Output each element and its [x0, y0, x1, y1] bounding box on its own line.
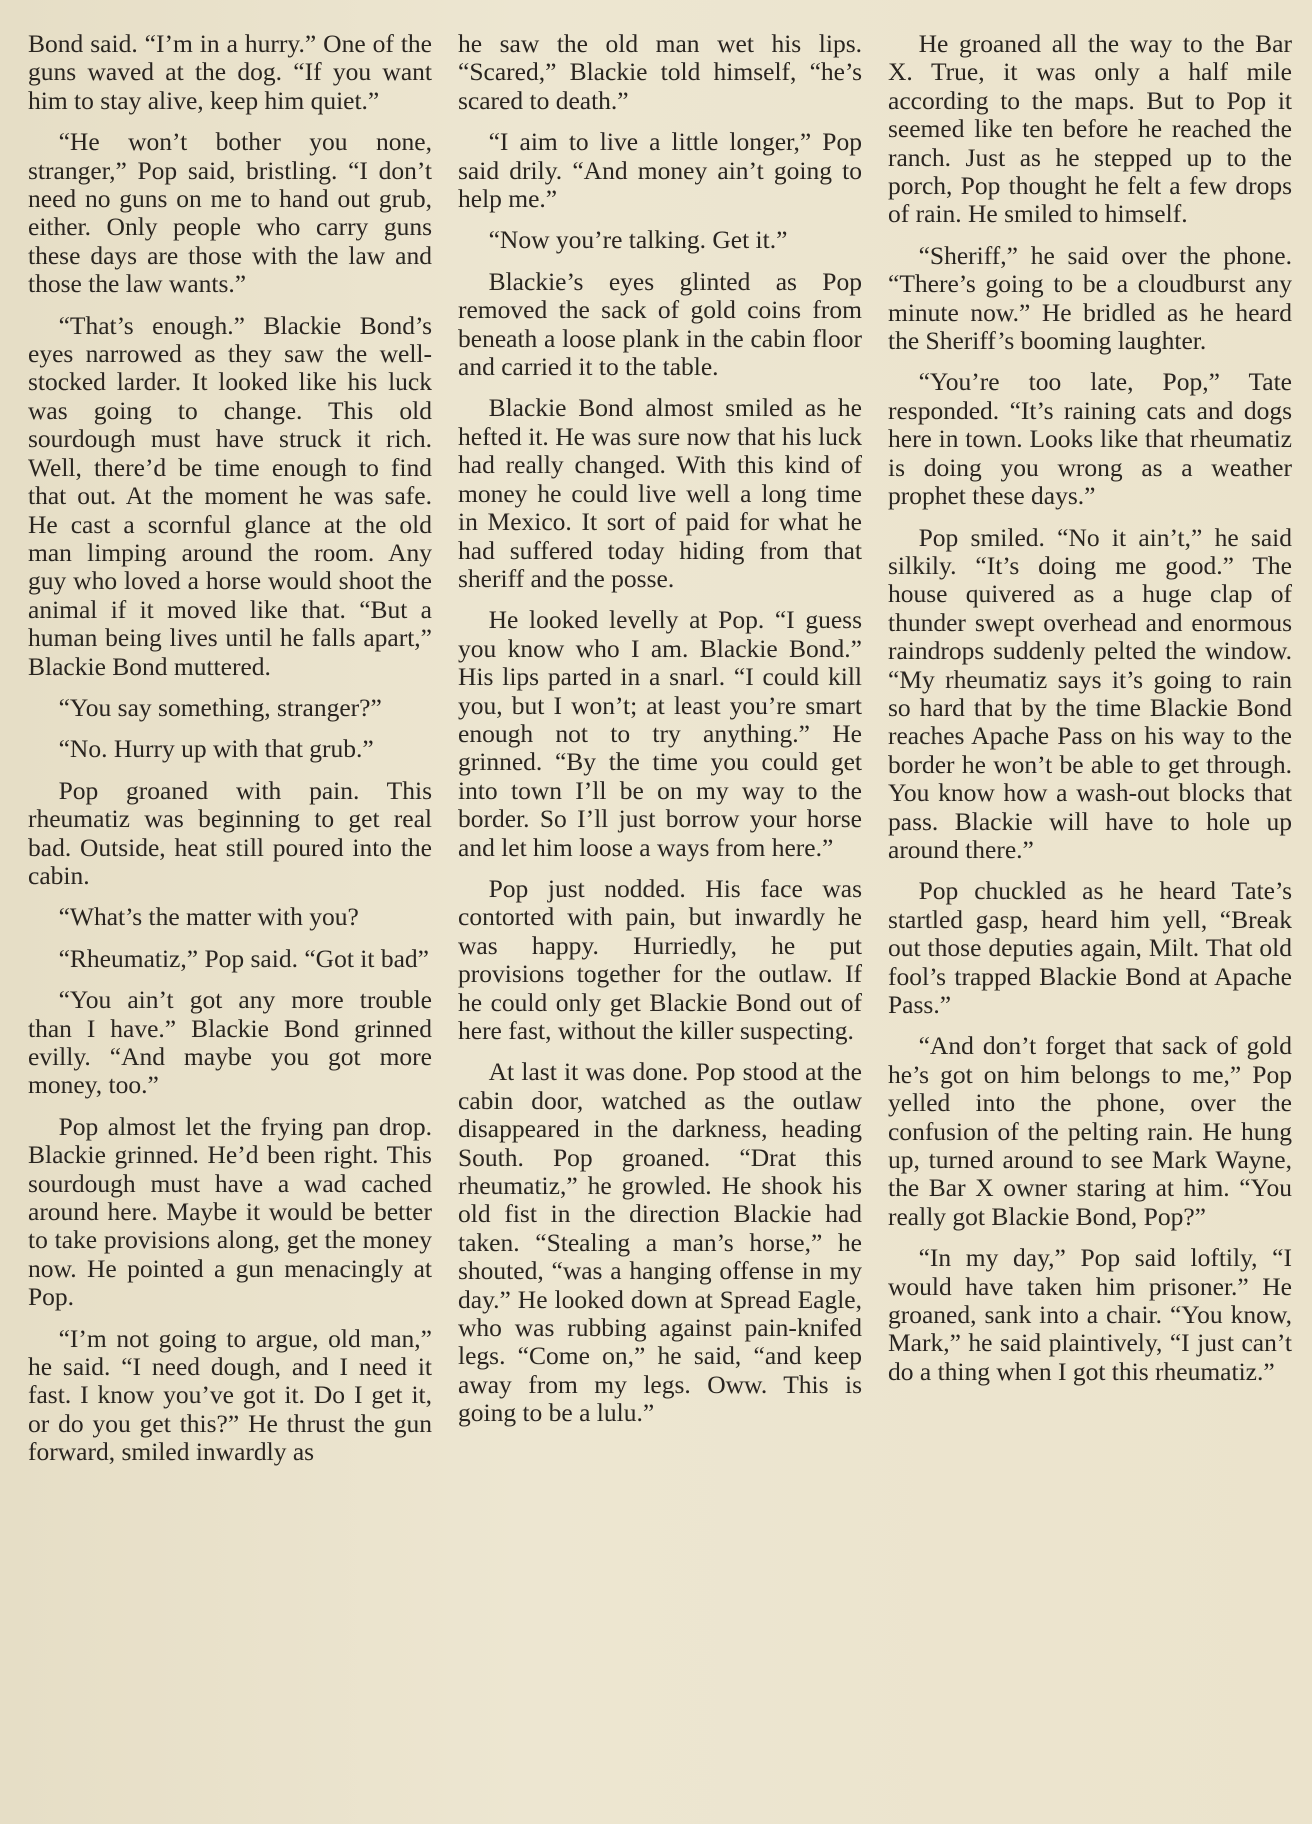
text-column-3: [888, 30, 1292, 1804]
paragraph: “Rheumatiz,” Pop said. “Got it bad”: [58, 943, 429, 973]
paragraph: “He won’t bother you none, stranger,” Pop said, bristling. “I don’t need no guns on me to hand out grub, either. Only people who carry guns these days are those with the law and those the law wants.”: [28, 127, 432, 299]
paragraph: he saw the old man wet his lips. “Scared,” Blackie told himself, “he’s scared to death.”: [458, 30, 862, 115]
paragraph: “Now you’re talking. Get it.”: [488, 225, 788, 255]
paragraph: At last it was done. Pop stood at the cabin door, watched as the outlaw disappeared in the darkness, heading South. Pop groaned. “Drat this rheumatiz,” he growled. He shook his old fist in the direction Blackie had taken. “Stealing a man’s horse,” he shouted, “was a hanging offense in my day.” He looked down at Spread Eagle, who was rubbing against pain-knifed legs. “Come on,” he said, “and keep away from my legs. Oww. This is going to be a lulu.”: [458, 1057, 862, 1428]
paragraph: Pop smiled. “No it ain’t,” he said silkily. “It’s doing me good.” The house quivered as a huge clap of thunder swept overhead and enormous raindrops suddenly pelted the window. “My rheumatiz says it’s going to rain so hard that by the time Blackie Bond reaches Apache Pass on his way to the border he won’t be able to get through. You know how a wash-out blocks that pass. Blackie will have to hole up around there.”: [888, 522, 1292, 864]
paragraph: “You’re too late, Pop,” Tate responded. “It’s raining cats and dogs here in town. Looks like that rheumatiz is doing you wrong as a weather prophet these days.”: [888, 367, 1292, 511]
paragraph: “That’s enough.” Blackie Bond’s eyes narrowed as they saw the well-stocked larder. It looked like his luck was going to change. This old sourdough must have struck it rich. Well, there’d be time enough to find that out. At the moment he was safe. He cast a scornful glance at the old man limping around the room. Any guy who loved a horse would shoot the animal if it moved like that. “But a human being lives until he falls apart,” Blackie Bond muttered.: [28, 310, 432, 681]
paragraph: Bond said. “I’m in a hurry.” One of the guns waved at the dog. “If you want him to stay alive, keep him quiet.”: [28, 30, 432, 115]
text-column-2: [458, 30, 862, 1804]
paragraph: “I’m not going to argue, old man,” he said. “I need dough, and I need it fast. I know you’ve got it. Do I get it, or do you get this?” He thrust the gun forward, smiled inwardly as: [28, 1323, 432, 1467]
paragraph: He looked levelly at Pop. “I guess you know who I am. Blackie Bond.” His lips parted in a snarl. “I could kill you, but I won’t; at least you’re smart enough not to try anything.” He grinned. “By the time you could get into town I’ll be on my way to the border. So I’ll just borrow your horse and let him loose a ways from here.”: [458, 605, 862, 862]
paragraph: Pop almost let the frying pan drop. Blackie grinned. He’d been right. This sourdough must have a wad cached around here. Maybe it would be better to take provisions along, get the money now. He pointed a gun menacingly at Pop.: [28, 1111, 432, 1312]
paragraph: “And don’t forget that sack of gold he’s got on him belongs to me,” Pop yelled into the phone, over the confusion of the pelting rain. He hung up, turned around to see Mark Wayne, the Bar X owner staring at him. “You really got Blackie Bond, Pop?”: [888, 1031, 1292, 1231]
paragraph: “You ain’t got any more trouble than I have.” Blackie Bond grinned evilly. “And maybe you got more money, too.”: [28, 985, 432, 1100]
paragraph: “I aim to live a little longer,” Pop said drily. “And money ain’t going to help me.”: [458, 127, 862, 214]
paragraph: “No. Hurry up with that grub.”: [58, 734, 374, 764]
paragraph: “What’s the matter with you?: [58, 902, 359, 932]
paragraph: Pop just nodded. His face was contorted with pain, but inwardly he was happy. Hurriedly, he put provisions together for the outlaw. If he could only get Blackie Bond out of here fast, without the killer suspecting.: [458, 873, 862, 1045]
paragraph: “You say something, stranger?”: [58, 692, 382, 722]
text-column-1: [28, 30, 432, 1804]
paragraph: Pop groaned with pain. This rheumatiz was beginning to get real bad. Outside, heat still poured into the cabin.: [28, 775, 432, 890]
paragraph: Pop chuckled as he heard Tate’s startled gasp, heard him yell, “Break out those deputies again, Milt. That old fool’s trapped Blackie Bond at Apache Pass.”: [888, 876, 1292, 1019]
paragraph: He groaned all the way to the Bar X. True, it was only a half mile according to the maps. But to Pop it seemed like ten before he reached the ranch. Just as he stepped up to the porch, Pop thought he felt a few drops of rain. He smiled to himself.: [888, 30, 1292, 229]
paragraph: “Sheriff,” he said over the phone. “There’s going to be a cloudburst any minute now.” He bridled as he heard the Sheriff’s booming laughter.: [888, 240, 1292, 356]
paragraph: “In my day,” Pop said loftily, “I would have taken him prisoner.” He groaned, sank into a chair. “You know, Mark,” he said plaintively, “I just can’t do a thing when I got this rheumatiz.”: [888, 1243, 1292, 1386]
paragraph: Blackie’s eyes glinted as Pop removed the sack of gold coins from beneath a loose plank in the cabin floor and carried it to the table.: [458, 266, 862, 382]
paragraph: Blackie Bond almost smiled as he hefted it. He was sure now that his luck had really changed. With this kind of money he could live well a long time in Mexico. It sort of paid for what he had suffered today hiding from that sheriff and the posse.: [458, 393, 862, 593]
